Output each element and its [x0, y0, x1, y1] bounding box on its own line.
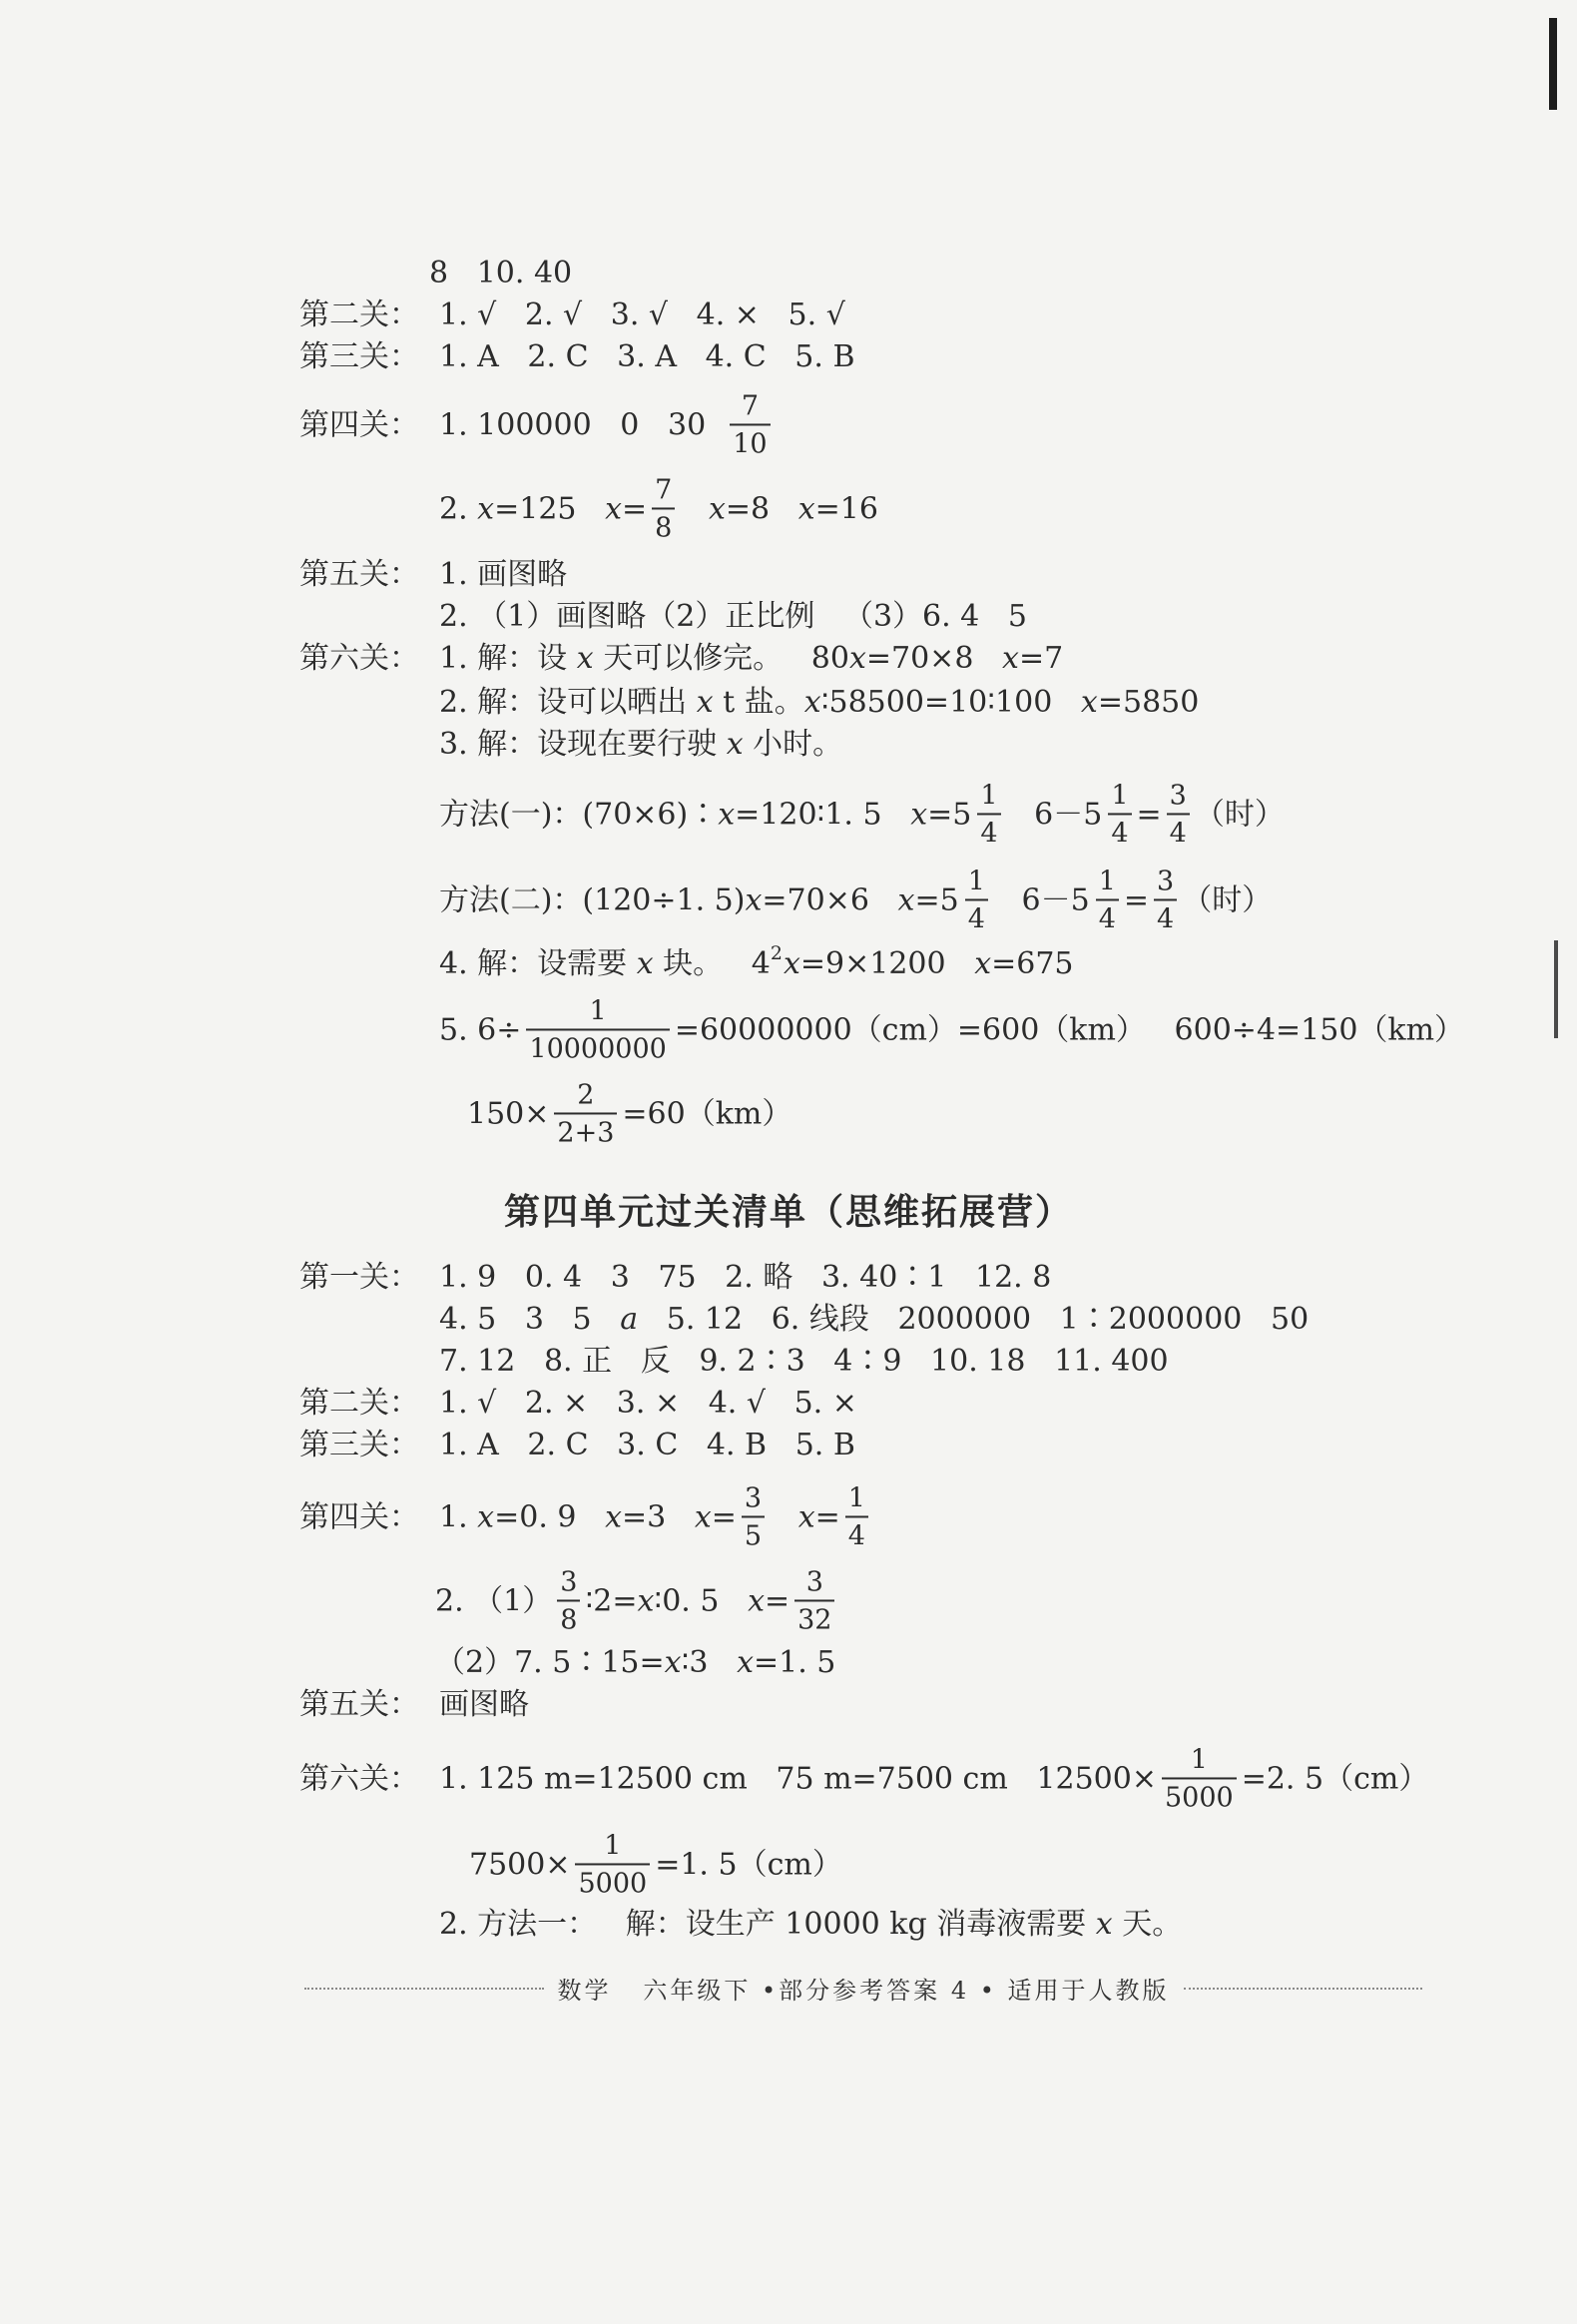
answer-line [439, 599, 1027, 634]
answer-text: =3 [622, 1499, 695, 1534]
fraction [557, 1566, 580, 1635]
fraction-numerator: 1 [847, 1482, 865, 1514]
fraction-numerator: 3 [805, 1566, 823, 1598]
answer-text: 150× [467, 1096, 550, 1131]
answer-text: 1. √ 2. √ 3. √ 4. × 5. √ [439, 297, 845, 332]
fraction-denominator: 2+3 [554, 1113, 617, 1149]
mixed-number [1083, 780, 1136, 849]
answer-text: =125 [494, 491, 606, 526]
math-variable: x [748, 1583, 765, 1618]
answer-line [439, 1344, 1169, 1379]
answer-text: 2. （1） [435, 1583, 553, 1618]
answer-line [439, 780, 1285, 849]
answer-text: 1. A 2. C 3. A 4. C 5. B [439, 339, 855, 374]
fraction-numerator: 3 [744, 1482, 763, 1514]
answer-text: 天。 [1112, 1907, 1183, 1942]
fraction [1108, 780, 1131, 849]
answer-text [770, 1502, 798, 1532]
fraction-numerator: 1 [1098, 866, 1116, 897]
footer-rule-right [1184, 1988, 1423, 1990]
fraction [845, 1482, 868, 1551]
math-variable: x [783, 946, 800, 981]
math-variable: x [636, 946, 654, 981]
fraction-denominator: 5000 [575, 1864, 650, 1900]
math-variable: x [708, 491, 726, 526]
answer-text: 4. 解：设需要 [439, 946, 637, 981]
scan-edge-mark [1549, 18, 1557, 110]
answer-line [435, 1645, 836, 1680]
answer-text [680, 494, 709, 524]
math-variable: x [718, 797, 736, 832]
answer-line [299, 339, 855, 374]
math-variable: x [477, 1499, 495, 1534]
footer-text: 数学 六年级下 •部分参考答案 4 • 适用于人教版 [557, 1977, 1170, 2005]
stage-label: 第五关： [299, 1687, 419, 1722]
answer-text: =8 [725, 491, 798, 526]
fraction-denominator: 4 [1154, 899, 1177, 935]
answer-line [299, 641, 1064, 676]
answer-text: t 盐。 [713, 685, 804, 720]
math-variable: x [1095, 1907, 1113, 1942]
fraction-denominator: 4 [1108, 814, 1131, 850]
fraction [730, 390, 770, 459]
answer-text: ∶3 [681, 1645, 738, 1680]
mixed-number-whole: 5 [952, 797, 972, 832]
math-variable: x [745, 882, 763, 917]
math-variable: x [737, 1645, 755, 1680]
math-variable: x [910, 797, 928, 832]
answer-text: 天可以修完。 80 [593, 641, 849, 676]
fraction-denominator: 10 [730, 424, 770, 460]
math-variable: a [620, 1302, 639, 1337]
fraction [652, 474, 675, 543]
answer-text: 1. 画图略 [439, 557, 568, 592]
fraction-denominator: 10000000 [526, 1029, 669, 1065]
answer-text: = [764, 1583, 790, 1618]
answer-text: 8 10. 40 [429, 256, 573, 290]
fraction-denominator: 4 [1167, 814, 1190, 850]
fraction [965, 866, 988, 934]
stage-label: 第二关： [299, 1386, 419, 1421]
answer-text: =675 [991, 946, 1074, 981]
fraction-denominator: 5000 [1162, 1778, 1237, 1814]
answer-text: ∶58500=10∶100 [820, 685, 1081, 720]
answer-text: = [1123, 882, 1150, 917]
scan-edge-mark [1554, 940, 1558, 1038]
answer-line [299, 1386, 857, 1421]
answer-line [439, 1302, 1310, 1337]
fraction [1154, 866, 1177, 934]
fraction-denominator: 4 [965, 899, 988, 935]
math-variable: x [694, 1499, 712, 1534]
answer-text: 块。 4 [653, 946, 771, 981]
answer-text: 6－ [1005, 797, 1084, 832]
answer-text: = [814, 1499, 840, 1534]
answer-text: ∶2= [585, 1583, 638, 1618]
fraction [554, 1079, 617, 1148]
math-variable: x [664, 1645, 682, 1680]
fraction-denominator: 5 [742, 1516, 765, 1552]
mixed-number-whole: 5 [939, 882, 959, 917]
fraction-numerator: 1 [1111, 780, 1129, 812]
answer-text: 画图略 [439, 1687, 529, 1722]
answer-text: 5. 12 6. 线段 2000000 1∶2000000 50 [638, 1302, 1310, 1337]
fraction-numerator: 1 [980, 780, 998, 812]
answer-text: 小时。 [743, 727, 843, 762]
answer-text: 3. 解：设现在要行驶 [439, 727, 727, 762]
math-variable: x [803, 685, 821, 720]
answer-line [299, 1428, 855, 1462]
answer-line [299, 1687, 529, 1722]
answer-text: = [1136, 797, 1162, 832]
math-variable: x [974, 946, 992, 981]
answer-text: 2. 方法一： 解：设生产 10000 kg 消毒液需要 [439, 1907, 1096, 1942]
stage-label: 第三关： [299, 1428, 419, 1462]
answer-text: = [711, 1499, 737, 1534]
math-variable: x [605, 1499, 623, 1534]
answer-text: 1. 解：设 [439, 641, 577, 676]
fraction-numerator: 3 [560, 1566, 578, 1598]
stage-label: 第四关： [299, 407, 419, 442]
math-variable: x [637, 1583, 655, 1618]
stage-label: 第五关： [299, 557, 419, 592]
answer-line [439, 995, 1464, 1064]
answer-line [299, 390, 776, 459]
fraction-denominator: 32 [794, 1600, 834, 1636]
answer-text: =60（km） [622, 1096, 792, 1131]
fraction [1167, 780, 1190, 849]
answer-line [299, 557, 568, 592]
fraction-denominator: 8 [557, 1600, 580, 1636]
math-variable: x [797, 1499, 815, 1534]
fraction-numerator: 1 [589, 995, 607, 1027]
stage-label: 第二关： [299, 297, 419, 332]
stage-label: 第三关： [299, 339, 419, 374]
footer-rule-left [304, 1988, 544, 1990]
answer-line [299, 1744, 1428, 1813]
answer-text: =60000000（cm）=600（km） 600÷4=150（km） [674, 1012, 1465, 1047]
fraction-numerator: 3 [1169, 780, 1187, 812]
answer-line [439, 727, 843, 762]
page-footer [304, 1971, 1422, 2006]
answer-text: = [914, 882, 940, 917]
answer-text: =70×8 [865, 641, 1003, 676]
mixed-number [952, 780, 1005, 849]
fraction-numerator: 3 [1157, 866, 1175, 897]
fraction [575, 1830, 650, 1899]
math-variable: x [576, 641, 594, 676]
math-variable: x [897, 882, 915, 917]
answer-line [439, 866, 1272, 934]
math-variable: x [1002, 641, 1019, 676]
answer-line [439, 941, 1074, 981]
answer-line [299, 1260, 1052, 1295]
answer-text: （时） [1194, 797, 1285, 832]
answer-text: 7. 12 8. 正 反 9. 2∶3 4∶9 10. 18 11. 400 [439, 1344, 1169, 1379]
answer-text: =70×6 [762, 882, 898, 917]
answer-text: =0. 9 [494, 1499, 606, 1534]
answer-text: = [927, 797, 953, 832]
mixed-number-whole: 5 [1083, 797, 1103, 832]
mixed-number [1071, 866, 1124, 934]
stage-label: 第六关： [299, 641, 419, 676]
answer-text: 7500× [469, 1847, 571, 1882]
stage-label: 第六关： [299, 1761, 419, 1796]
answer-line [439, 474, 878, 543]
fraction-numerator: 7 [741, 390, 759, 422]
fraction-numerator: 1 [1190, 1744, 1208, 1776]
answer-text: 2. （1）画图略（2）正比例 （3）6. 4 5 [439, 599, 1027, 634]
fraction-numerator: 2 [577, 1079, 595, 1111]
fraction [977, 780, 1000, 849]
answer-text: 方法(一)：(70×6)∶ [439, 797, 719, 832]
fraction-numerator: 1 [604, 1830, 622, 1862]
answer-text: 1. √ 2. × 3. × 4. √ 5. × [439, 1386, 857, 1421]
fraction-numerator: 7 [655, 474, 673, 506]
answer-line [429, 256, 573, 290]
answer-text: =7 [1018, 641, 1064, 676]
answer-text: 4. 5 3 5 [439, 1302, 621, 1337]
fraction [1096, 866, 1119, 934]
answer-text: 1. 100000 0 30 [439, 407, 726, 442]
math-variable: x [477, 491, 495, 526]
answer-line [435, 1566, 839, 1635]
answer-text: =1. 5 [754, 1645, 836, 1680]
answer-text: 6－ [992, 882, 1071, 917]
fraction [794, 1566, 834, 1635]
fraction-denominator: 4 [1096, 899, 1119, 935]
math-variable: x [726, 727, 744, 762]
answer-line [439, 685, 1200, 720]
answer-text: =9×1200 [799, 946, 975, 981]
answer-text: =5850 [1097, 685, 1200, 720]
fraction-denominator: 4 [977, 814, 1000, 850]
exponent: 2 [770, 941, 783, 964]
answer-text: （时） [1182, 882, 1273, 917]
answer-text: 2. [439, 491, 478, 526]
mixed-number [940, 866, 993, 934]
answer-text: =16 [814, 491, 878, 526]
answer-line [299, 1482, 873, 1551]
answer-line [439, 1907, 1183, 1942]
answer-text: 1. A 2. C 3. C 4. B 5. B [439, 1428, 855, 1462]
math-variable: x [696, 685, 714, 720]
math-variable: x [848, 641, 866, 676]
answer-line [467, 1079, 791, 1148]
answer-text: = [622, 491, 648, 526]
answer-text: 1. [439, 1499, 478, 1534]
answer-text: 1. 9 0. 4 3 75 2. 略 3. 40∶1 12. 8 [439, 1260, 1052, 1295]
answer-text: 1. 125 m=12500 cm 75 m=7500 cm 12500× [439, 1761, 1157, 1796]
answer-text: 2. 解：设可以晒出 [439, 685, 697, 720]
fraction-denominator: 8 [652, 508, 675, 544]
mixed-number-whole: 5 [1070, 882, 1090, 917]
answer-line [299, 297, 845, 332]
answer-text: =2. 5（cm） [1241, 1761, 1429, 1796]
answer-line [469, 1830, 842, 1899]
fraction-numerator: 1 [967, 866, 985, 897]
math-variable: x [1080, 685, 1098, 720]
math-variable: x [605, 491, 623, 526]
answer-text: ∶0. 5 [654, 1583, 749, 1618]
stage-label: 第一关： [299, 1260, 419, 1295]
math-variable: x [797, 491, 815, 526]
fraction [742, 1482, 765, 1551]
answer-text: =1. 5（cm） [655, 1847, 842, 1882]
section-title: 第四单元过关清单（思维拓展营） [503, 1191, 1073, 1233]
answer-text: （2）7. 5∶15= [435, 1645, 665, 1680]
answer-text: 方法(二)：(120÷1. 5) [439, 882, 746, 917]
answer-text: 5. 6÷ [439, 1012, 522, 1047]
answer-text: =120∶1. 5 [735, 797, 911, 832]
stage-label: 第四关： [299, 1499, 419, 1534]
fraction [526, 995, 669, 1064]
fraction [1162, 1744, 1237, 1813]
fraction-denominator: 4 [845, 1516, 868, 1552]
